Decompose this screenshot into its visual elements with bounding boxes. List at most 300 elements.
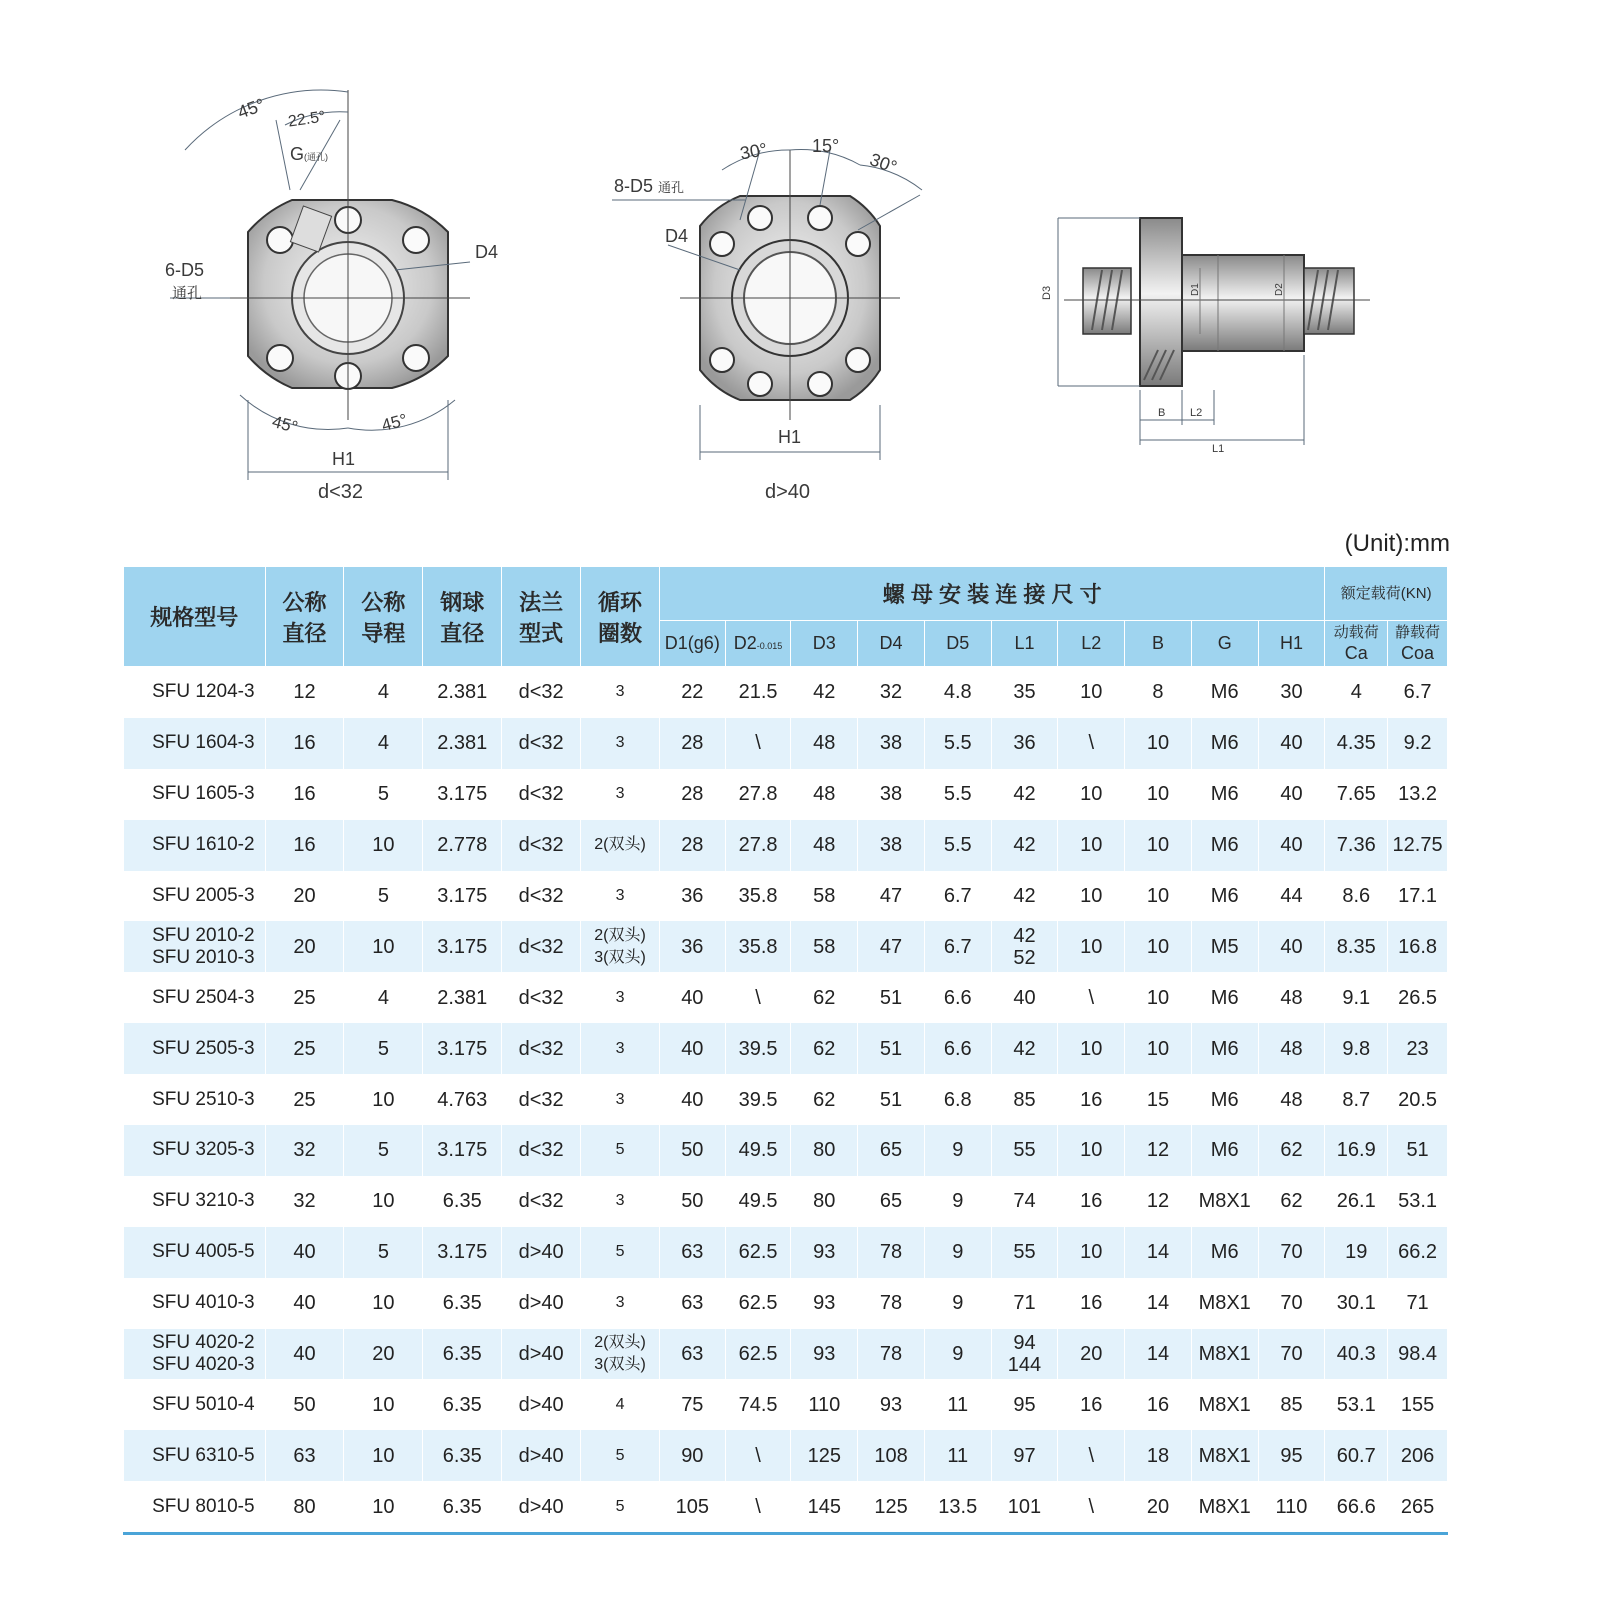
- cell-dia: 16: [265, 820, 344, 871]
- cell-model: SFU 2005-3: [124, 871, 266, 922]
- cell-ca: 53.1: [1325, 1379, 1388, 1430]
- cell-d5: 13.5: [924, 1481, 991, 1533]
- cell-d2: 39.5: [725, 1023, 791, 1074]
- cell-d4: 47: [858, 921, 925, 972]
- table-row: [124, 1023, 1448, 1074]
- cell-coa: 9.2: [1388, 718, 1448, 769]
- cell-dia: 32: [265, 1125, 344, 1176]
- d2-label: D2: [1274, 283, 1285, 296]
- cell-d5: 6.7: [924, 921, 991, 972]
- flange-drawing-d32: [165, 90, 498, 503]
- cell-l2: \: [1058, 972, 1125, 1023]
- cell-l1: 55: [991, 1125, 1058, 1176]
- cell-d1: 50: [659, 1176, 725, 1227]
- cell-circ: 5: [581, 1481, 660, 1533]
- cell-d3: 93: [791, 1227, 858, 1278]
- cell-d3: 125: [791, 1430, 858, 1481]
- cell-d4: 51: [858, 972, 925, 1023]
- cell-ball: 3.175: [423, 769, 502, 820]
- table-row: [124, 1278, 1448, 1329]
- cell-l1: 85: [991, 1074, 1058, 1125]
- cell-d2: 62.5: [725, 1329, 791, 1380]
- table-row: [124, 1125, 1448, 1176]
- cell-dia: 40: [265, 1227, 344, 1278]
- header-l2: L2: [1058, 621, 1125, 667]
- cell-dia: 12: [265, 667, 344, 718]
- cell-l2: 10: [1058, 820, 1125, 871]
- cell-l2: 16: [1058, 1379, 1125, 1430]
- cell-model: SFU 1605-3: [124, 769, 266, 820]
- cell-coa: 17.1: [1388, 871, 1448, 922]
- cell-l2: 10: [1058, 1227, 1125, 1278]
- cell-d3: 80: [791, 1125, 858, 1176]
- cell-d1: 90: [659, 1430, 725, 1481]
- cell-d5: 9: [924, 1329, 991, 1380]
- cell-lead: 20: [344, 1329, 423, 1380]
- cell-ball: 6.35: [423, 1278, 502, 1329]
- cell-d1: 40: [659, 1023, 725, 1074]
- cell-d1: 63: [659, 1329, 725, 1380]
- cell-d5: 4.8: [924, 667, 991, 718]
- cell-lead: 4: [344, 718, 423, 769]
- table-row: [124, 718, 1448, 769]
- cell-b: 18: [1125, 1430, 1192, 1481]
- cell-g: M8X1: [1191, 1329, 1258, 1380]
- caption-d32: d<32: [318, 481, 364, 503]
- cell-ca: 19: [1325, 1227, 1388, 1278]
- holes-label-6-d5: 6-D5: [165, 260, 205, 280]
- cell-circ: 3: [581, 972, 660, 1023]
- cell-circ: 3: [581, 769, 660, 820]
- cell-model: SFU 6310-5: [124, 1430, 266, 1481]
- cell-l1: 95: [991, 1379, 1058, 1430]
- cell-h1: 62: [1258, 1125, 1325, 1176]
- cell-g: M6: [1191, 1023, 1258, 1074]
- cell-circ: 4: [581, 1379, 660, 1430]
- cell-d3: 58: [791, 871, 858, 922]
- cell-flange: d<32: [502, 820, 581, 871]
- cell-d1: 22: [659, 667, 725, 718]
- cell-g: M8X1: [1191, 1379, 1258, 1430]
- cell-g: M6: [1191, 820, 1258, 871]
- table-row: [124, 1379, 1448, 1430]
- cell-h1: 40: [1258, 769, 1325, 820]
- l2-label: L2: [1190, 407, 1203, 419]
- cell-d4: 38: [858, 769, 925, 820]
- cell-d3: 93: [791, 1278, 858, 1329]
- cell-ball: 3.175: [423, 921, 502, 972]
- cell-h1: 44: [1258, 871, 1325, 922]
- table-row: [124, 921, 1448, 972]
- cell-ball: 6.35: [423, 1481, 502, 1533]
- table-row: [124, 1074, 1448, 1125]
- cell-l1: 71: [991, 1278, 1058, 1329]
- cell-coa: 71: [1388, 1278, 1448, 1329]
- cell-g: M6: [1191, 1074, 1258, 1125]
- cell-model: SFU 2510-3: [124, 1074, 266, 1125]
- header-d3: D3: [791, 621, 858, 667]
- cell-ca: 8.6: [1325, 871, 1388, 922]
- cell-b: 10: [1125, 921, 1192, 972]
- cell-model: SFU 1610-2: [124, 820, 266, 871]
- cell-l2: 16: [1058, 1176, 1125, 1227]
- cell-lead: 10: [344, 1278, 423, 1329]
- cell-dia: 40: [265, 1278, 344, 1329]
- cell-b: 10: [1125, 769, 1192, 820]
- cell-b: 14: [1125, 1227, 1192, 1278]
- cell-model: SFU 2505-3: [124, 1023, 266, 1074]
- cell-dia: 32: [265, 1176, 344, 1227]
- b-label: B: [1158, 407, 1166, 419]
- cell-d5: 9: [924, 1278, 991, 1329]
- table-row: [124, 972, 1448, 1023]
- cell-circ: 2(双头) 3(双头): [581, 921, 660, 972]
- cell-d4: 51: [858, 1023, 925, 1074]
- header-model: 规格型号: [124, 567, 266, 667]
- cell-l1: 42 52: [991, 921, 1058, 972]
- caption-d40: d>40: [765, 481, 811, 503]
- cell-b: 10: [1125, 1023, 1192, 1074]
- header-dynamic-load: 动载荷 Ca: [1325, 621, 1388, 667]
- cell-l2: 10: [1058, 769, 1125, 820]
- cell-l2: \: [1058, 1481, 1125, 1533]
- cell-d4: 32: [858, 667, 925, 718]
- cell-lead: 10: [344, 921, 423, 972]
- cell-lead: 5: [344, 1125, 423, 1176]
- header-d1: D1(g6): [659, 621, 725, 667]
- cell-ca: 8.7: [1325, 1074, 1388, 1125]
- cell-d2: \: [725, 1430, 791, 1481]
- cell-lead: 4: [344, 667, 423, 718]
- holes-sub-label: 通孔: [172, 285, 203, 302]
- cell-flange: d<32: [502, 718, 581, 769]
- cell-d1: 28: [659, 718, 725, 769]
- cell-d1: 40: [659, 1074, 725, 1125]
- cell-circ: 3: [581, 667, 660, 718]
- cell-h1: 110: [1258, 1481, 1325, 1533]
- table-row: [124, 1481, 1448, 1533]
- cell-g: M5: [1191, 921, 1258, 972]
- cell-d3: 62: [791, 1074, 858, 1125]
- cell-ball: 3.175: [423, 1023, 502, 1074]
- cell-flange: d>40: [502, 1481, 581, 1533]
- cell-coa: 6.7: [1388, 667, 1448, 718]
- cell-model: SFU 4005-5: [124, 1227, 266, 1278]
- cell-lead: 5: [344, 871, 423, 922]
- cell-dia: 20: [265, 871, 344, 922]
- cell-ball: 6.35: [423, 1329, 502, 1380]
- cell-lead: 5: [344, 1227, 423, 1278]
- cell-d3: 145: [791, 1481, 858, 1533]
- cell-h1: 48: [1258, 972, 1325, 1023]
- cell-d5: 6.7: [924, 871, 991, 922]
- cell-h1: 70: [1258, 1227, 1325, 1278]
- cell-d3: 58: [791, 921, 858, 972]
- d3-label: D3: [1041, 285, 1053, 300]
- cell-d1: 28: [659, 769, 725, 820]
- cell-l2: 20: [1058, 1329, 1125, 1380]
- cell-lead: 4: [344, 972, 423, 1023]
- cell-l1: 55: [991, 1227, 1058, 1278]
- cell-d3: 48: [791, 769, 858, 820]
- cell-ca: 4.35: [1325, 718, 1388, 769]
- cell-dia: 16: [265, 718, 344, 769]
- cell-d2: 62.5: [725, 1278, 791, 1329]
- cell-dia: 16: [265, 769, 344, 820]
- table-row: [124, 871, 1448, 922]
- cell-l1: 35: [991, 667, 1058, 718]
- cell-l1: 74: [991, 1176, 1058, 1227]
- cell-coa: 98.4: [1388, 1329, 1448, 1380]
- g-label: G(通孔): [290, 144, 329, 164]
- h1-label-left: H1: [332, 449, 356, 469]
- cell-flange: d<32: [502, 1023, 581, 1074]
- cell-circ: 5: [581, 1227, 660, 1278]
- cell-d2: 27.8: [725, 820, 791, 871]
- table-row: [124, 820, 1448, 871]
- unit-label: (Unit):mm: [1344, 530, 1450, 557]
- cell-g: M6: [1191, 769, 1258, 820]
- cell-ca: 16.9: [1325, 1125, 1388, 1176]
- cell-dia: 25: [265, 1074, 344, 1125]
- cell-coa: 51: [1388, 1125, 1448, 1176]
- cell-b: 14: [1125, 1278, 1192, 1329]
- cell-dia: 25: [265, 972, 344, 1023]
- cell-d2: 62.5: [725, 1227, 791, 1278]
- cell-b: 12: [1125, 1125, 1192, 1176]
- header-d4: D4: [858, 621, 925, 667]
- cell-dia: 63: [265, 1430, 344, 1481]
- cell-d5: 9: [924, 1125, 991, 1176]
- cell-circ: 3: [581, 718, 660, 769]
- cell-d4: 51: [858, 1074, 925, 1125]
- cell-coa: 23: [1388, 1023, 1448, 1074]
- cell-d3: 93: [791, 1329, 858, 1380]
- cell-ca: 26.1: [1325, 1176, 1388, 1227]
- cell-ball: 3.175: [423, 1125, 502, 1176]
- header-mounting-dimensions: 螺 母 安 装 连 接 尺 寸: [659, 567, 1324, 621]
- angle-30-left-label: 30°: [738, 139, 769, 164]
- cell-lead: 10: [344, 1379, 423, 1430]
- cell-d5: 5.5: [924, 820, 991, 871]
- cell-g: M8X1: [1191, 1481, 1258, 1533]
- cell-l1: 101: [991, 1481, 1058, 1533]
- cell-flange: d<32: [502, 1176, 581, 1227]
- flange-drawing-d40: [612, 136, 922, 503]
- cell-flange: d>40: [502, 1379, 581, 1430]
- table-body: [124, 667, 1448, 1534]
- cell-b: 10: [1125, 820, 1192, 871]
- cell-flange: d>40: [502, 1227, 581, 1278]
- angle-45-top-label: 45°: [234, 94, 268, 123]
- cell-d5: 9: [924, 1176, 991, 1227]
- cell-d1: 63: [659, 1227, 725, 1278]
- cell-d3: 48: [791, 718, 858, 769]
- cell-circ: 3: [581, 1278, 660, 1329]
- cell-d5: 5.5: [924, 769, 991, 820]
- cell-h1: 70: [1258, 1278, 1325, 1329]
- cell-l2: 10: [1058, 1125, 1125, 1176]
- cell-coa: 16.8: [1388, 921, 1448, 972]
- cell-d3: 62: [791, 972, 858, 1023]
- cell-dia: 20: [265, 921, 344, 972]
- cell-d5: 11: [924, 1379, 991, 1430]
- cell-model: SFU 8010-5: [124, 1481, 266, 1533]
- angle-22-5-label: 22.5°: [287, 108, 327, 131]
- cell-l2: \: [1058, 1430, 1125, 1481]
- cell-l2: \: [1058, 718, 1125, 769]
- cell-l1: 42: [991, 769, 1058, 820]
- cell-circ: 2(双头) 3(双头): [581, 1329, 660, 1380]
- cell-l2: 10: [1058, 921, 1125, 972]
- cell-flange: d<32: [502, 769, 581, 820]
- holes-label-8-d5: 8-D5 通孔: [614, 176, 685, 196]
- cell-dia: 50: [265, 1379, 344, 1430]
- cell-g: M8X1: [1191, 1278, 1258, 1329]
- cell-ball: 2.381: [423, 667, 502, 718]
- table-row: [124, 1227, 1448, 1278]
- cell-d2: 21.5: [725, 667, 791, 718]
- cell-flange: d<32: [502, 1125, 581, 1176]
- header-flange-type: 法兰 型式: [502, 567, 581, 667]
- cell-model: SFU 2010-2 SFU 2010-3: [124, 921, 266, 972]
- cell-g: M6: [1191, 1125, 1258, 1176]
- cell-h1: 70: [1258, 1329, 1325, 1380]
- header-l1: L1: [991, 621, 1058, 667]
- cell-coa: 12.75: [1388, 820, 1448, 871]
- cell-d3: 110: [791, 1379, 858, 1430]
- header-h1: H1: [1258, 621, 1325, 667]
- cell-d4: 108: [858, 1430, 925, 1481]
- cell-b: 8: [1125, 667, 1192, 718]
- cell-ca: 8.35: [1325, 921, 1388, 972]
- cell-flange: d>40: [502, 1430, 581, 1481]
- cell-dia: 40: [265, 1329, 344, 1380]
- d1-label: D1: [1190, 283, 1201, 296]
- d4-label-left: D4: [475, 242, 499, 262]
- cell-d5: 9: [924, 1227, 991, 1278]
- header-static-load: 静载荷 Coa: [1388, 621, 1448, 667]
- cell-coa: 26.5: [1388, 972, 1448, 1023]
- cell-b: 14: [1125, 1329, 1192, 1380]
- cell-g: M6: [1191, 1227, 1258, 1278]
- cell-flange: d<32: [502, 871, 581, 922]
- cell-d4: 93: [858, 1379, 925, 1430]
- table-row: [124, 1176, 1448, 1227]
- cell-model: SFU 3210-3: [124, 1176, 266, 1227]
- cell-b: 12: [1125, 1176, 1192, 1227]
- cell-circ: 3: [581, 1074, 660, 1125]
- cell-d4: 78: [858, 1278, 925, 1329]
- cell-ca: 7.65: [1325, 769, 1388, 820]
- header-ball-diameter: 钢球 直径: [423, 567, 502, 667]
- side-view-drawing: [1041, 218, 1370, 455]
- cell-d1: 36: [659, 871, 725, 922]
- cell-d2: 49.5: [725, 1176, 791, 1227]
- cell-ball: 3.175: [423, 1227, 502, 1278]
- cell-model: SFU 3205-3: [124, 1125, 266, 1176]
- cell-ca: 7.36: [1325, 820, 1388, 871]
- cell-model: SFU 1604-3: [124, 718, 266, 769]
- cell-h1: 85: [1258, 1379, 1325, 1430]
- cell-d1: 105: [659, 1481, 725, 1533]
- cell-ca: 30.1: [1325, 1278, 1388, 1329]
- cell-lead: 10: [344, 1074, 423, 1125]
- cell-circ: 5: [581, 1125, 660, 1176]
- cell-d1: 36: [659, 921, 725, 972]
- cell-dia: 25: [265, 1023, 344, 1074]
- cell-dia: 80: [265, 1481, 344, 1533]
- cell-lead: 10: [344, 1430, 423, 1481]
- cell-l1: 97: [991, 1430, 1058, 1481]
- cell-d5: 6.6: [924, 972, 991, 1023]
- cell-d1: 40: [659, 972, 725, 1023]
- cell-b: 10: [1125, 718, 1192, 769]
- cell-coa: 155: [1388, 1379, 1448, 1430]
- cell-d1: 50: [659, 1125, 725, 1176]
- table-row: [124, 769, 1448, 820]
- cell-d5: 5.5: [924, 718, 991, 769]
- cell-flange: d>40: [502, 1278, 581, 1329]
- cell-ca: 66.6: [1325, 1481, 1388, 1533]
- cell-g: M6: [1191, 972, 1258, 1023]
- cell-flange: d<32: [502, 972, 581, 1023]
- cell-model: SFU 2504-3: [124, 972, 266, 1023]
- cell-d5: 6.8: [924, 1074, 991, 1125]
- cell-ball: 2.381: [423, 718, 502, 769]
- cell-h1: 48: [1258, 1023, 1325, 1074]
- header-lead: 公称 导程: [344, 567, 423, 667]
- cell-h1: 95: [1258, 1430, 1325, 1481]
- angle-15-label: 15°: [812, 136, 840, 156]
- header-g: G: [1191, 621, 1258, 667]
- header-rated-load: 额定载荷(KN): [1325, 567, 1448, 621]
- cell-d4: 78: [858, 1227, 925, 1278]
- angle-30-right-label: 30°: [867, 149, 900, 178]
- cell-l1: 42: [991, 1023, 1058, 1074]
- cell-ca: 9.8: [1325, 1023, 1388, 1074]
- cell-l2: 10: [1058, 1023, 1125, 1074]
- header-nominal-diameter: 公称 直径: [265, 567, 344, 667]
- cell-d3: 62: [791, 1023, 858, 1074]
- cell-ca: 4: [1325, 667, 1388, 718]
- cell-d1: 75: [659, 1379, 725, 1430]
- cell-b: 10: [1125, 871, 1192, 922]
- cell-d2: \: [725, 718, 791, 769]
- cell-d1: 28: [659, 820, 725, 871]
- cell-ball: 3.175: [423, 871, 502, 922]
- cell-circ: 3: [581, 871, 660, 922]
- cell-d4: 65: [858, 1176, 925, 1227]
- cell-lead: 5: [344, 1023, 423, 1074]
- header-d5: D5: [924, 621, 991, 667]
- cell-b: 16: [1125, 1379, 1192, 1430]
- cell-h1: 48: [1258, 1074, 1325, 1125]
- cell-coa: 265: [1388, 1481, 1448, 1533]
- header-d2: D2-0.015: [725, 621, 791, 667]
- cell-d4: 125: [858, 1481, 925, 1533]
- cell-d1: 63: [659, 1278, 725, 1329]
- h1-label-middle: H1: [778, 427, 802, 447]
- cell-d2: \: [725, 1481, 791, 1533]
- cell-h1: 40: [1258, 820, 1325, 871]
- cell-g: M8X1: [1191, 1176, 1258, 1227]
- cell-d3: 48: [791, 820, 858, 871]
- cell-g: M6: [1191, 667, 1258, 718]
- table-row: [124, 667, 1448, 718]
- cell-ball: 6.35: [423, 1176, 502, 1227]
- cell-d4: 38: [858, 820, 925, 871]
